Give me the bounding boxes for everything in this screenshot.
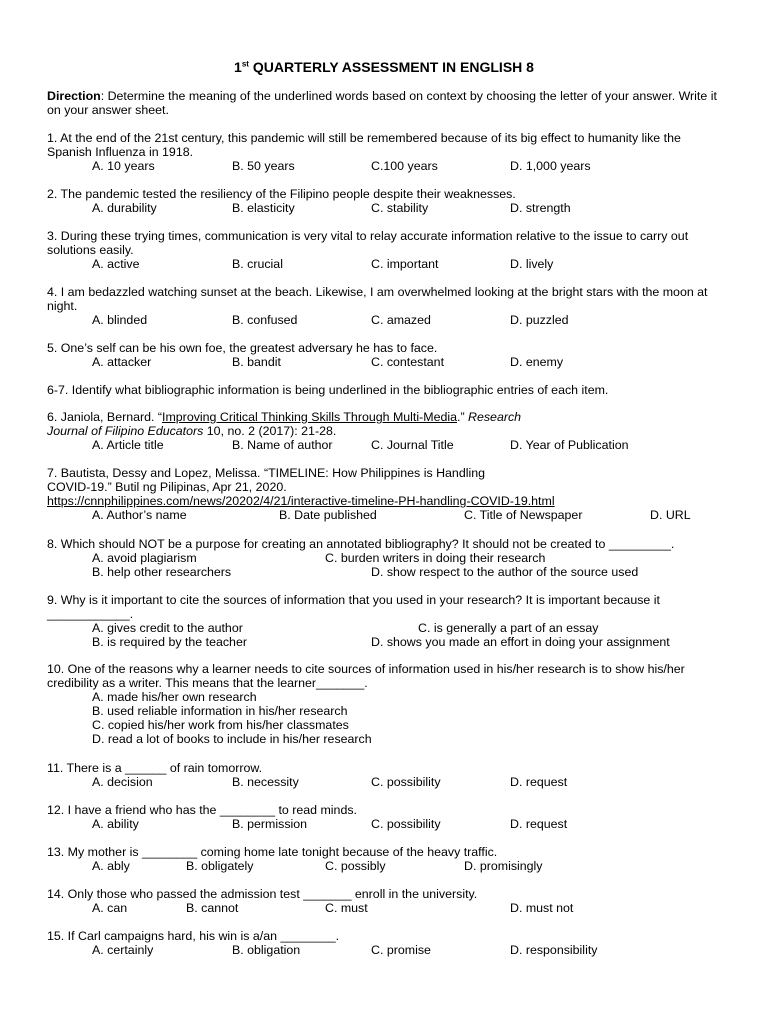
option-b: B. obligation: [232, 943, 301, 957]
option-d: D. puzzled: [510, 313, 569, 327]
option-a: A. made his/her own research: [92, 690, 257, 704]
options-row: [47, 201, 727, 215]
citation-punct: .”: [457, 410, 469, 424]
option-b: B. Date published: [279, 508, 377, 522]
question-8: [47, 537, 727, 579]
option-a: A. Article title: [92, 438, 164, 452]
citation-author: 6. Janiola, Bernard. “: [47, 410, 163, 424]
title-superscript: st: [241, 59, 249, 69]
option-a: A. can: [92, 901, 128, 915]
option-a: A. attacker: [92, 355, 152, 369]
option-c: C. burden writers in doing their research: [325, 551, 546, 565]
question-stem: 8. Which should NOT be a purpose for creating an annotated bibliography? It should not be created to _________.: [47, 537, 675, 551]
option-d: D. request: [510, 775, 568, 789]
options-row: [47, 635, 727, 649]
option-a: A. certainly: [92, 943, 154, 957]
question-1: [47, 131, 727, 173]
question-12: [47, 803, 727, 831]
question-9: [47, 593, 727, 649]
option-a: A. decision: [92, 775, 153, 789]
option-b: B. necessity: [232, 775, 299, 789]
question-stem: 9. Why is it important to cite the sources of information that you used in your research? It is important because it ____________.: [47, 593, 660, 621]
question-15: [47, 929, 727, 957]
question-stem: 4. I am bedazzled watching sunset at the beach. Likewise, I am overwhelmed looking at the bright stars with the moon at night.: [47, 285, 708, 313]
question-stem: 14. Only those who passed the admission test _______ enroll in the university.: [47, 887, 478, 901]
journal-name-part2: Journal of Filipino Educators: [47, 424, 204, 438]
question-10: [47, 662, 727, 746]
options-row: [47, 438, 727, 452]
option-a: A. ability: [92, 817, 139, 831]
option-c: C. Journal Title: [371, 438, 454, 452]
option-c: C. important: [371, 257, 439, 271]
options-row: [47, 775, 727, 789]
question-stem: 3. During these trying times, communication is very vital to relay accurate information relative to the issue to carry out solutions easily.: [47, 229, 689, 257]
question-stem: 1. At the end of the 21st century, this pandemic will still be remembered because of its big effect to humanity like the Spanish Influenza in 1918.: [47, 131, 681, 159]
citation-tail: 10, no. 2 (2017): 21-28.: [203, 424, 337, 438]
question-6: [47, 410, 727, 452]
options-row: [47, 565, 727, 579]
question-11: [47, 761, 727, 789]
option-b: B. Name of author: [232, 438, 333, 452]
option-a: A. 10 years: [92, 159, 155, 173]
direction-label: Direction: [47, 89, 101, 103]
question-stem: 10. One of the reasons why a learner needs to cite sources of information used in his/her research is to show his/her credibility as a writer. This means that the learner_______.: [47, 662, 685, 690]
option-d: D. must not: [510, 901, 574, 915]
title-text: QUARTERLY ASSESSMENT IN ENGLISH 8: [248, 59, 534, 75]
options-row: [47, 508, 727, 522]
option-d: D. promisingly: [464, 859, 543, 873]
direction: [47, 89, 727, 117]
direction-text: : Determine the meaning of the underlined words based on context by choosing the letter of your answer. Write it on your answer sheet.: [47, 89, 717, 117]
option-d: D. show respect to the author of the source used: [371, 565, 639, 579]
citation-url: https://cnnphilippines.com/news/20202/4/21/interactive-timeline-PH-handling-COVID-19.html: [47, 494, 555, 508]
option-a: A. avoid plagiarism: [92, 551, 197, 565]
question-stem: 13. My mother is ________ coming home late tonight because of the heavy traffic.: [47, 845, 498, 859]
option-b: B. crucial: [232, 257, 283, 271]
options-row: [47, 159, 727, 173]
option-a: A. gives credit to the author: [92, 621, 243, 635]
option-c: C. stability: [371, 201, 429, 215]
question-3: [47, 229, 727, 271]
option-c: C. possibly: [325, 859, 386, 873]
journal-name-part1: Research: [468, 410, 522, 424]
instruction-6-7: 6-7. Identify what bibliographic information is being underlined in the bibliographic entries of each item.: [47, 383, 609, 397]
question-2: [47, 187, 727, 215]
page-title: [0, 60, 768, 74]
title-number: 1: [234, 59, 242, 75]
option-c: C. amazed: [371, 313, 431, 327]
option-c: C. Title of Newspaper: [464, 508, 583, 522]
option-d: D. request: [510, 817, 568, 831]
options-row: [47, 859, 727, 873]
option-a: A. durability: [92, 201, 157, 215]
question-stem: 2. The pandemic tested the resiliency of the Filipino people despite their weaknesses.: [47, 187, 516, 201]
option-a: A. Author’s name: [92, 508, 187, 522]
option-c: C. must: [325, 901, 368, 915]
option-b: B. is required by the teacher: [92, 635, 247, 649]
question-stem: 5. One’s self can be his own foe, the greatest adversary he has to face.: [47, 341, 438, 355]
option-d: D. enemy: [510, 355, 564, 369]
option-b: B. help other researchers: [92, 565, 232, 579]
option-c: C. copied his/her work from his/her classmates: [92, 718, 349, 732]
option-b: B. cannot: [186, 901, 239, 915]
option-c: C. promise: [371, 943, 431, 957]
option-a: A. active: [92, 257, 140, 271]
option-d: D. URL: [650, 508, 691, 522]
options-row: [47, 313, 727, 327]
option-b: B. bandit: [232, 355, 281, 369]
question-7: [47, 466, 727, 522]
option-c: C.100 years: [371, 159, 438, 173]
option-d: D. Year of Publication: [510, 438, 629, 452]
option-b: B. permission: [232, 817, 308, 831]
option-b: B. confused: [232, 313, 298, 327]
options-row: [47, 355, 727, 369]
citation-line-1: 7. Bautista, Dessy and Lopez, Melissa. “TIMELINE: How Philippines is Handling: [47, 466, 485, 480]
question-stem: 12. I have a friend who has the ________ to read minds.: [47, 803, 357, 817]
option-b: B. used reliable information in his/her research: [92, 704, 348, 718]
option-c: C. possibility: [371, 817, 441, 831]
question-stem: 15. If Carl campaigns hard, his win is a/an ________.: [47, 929, 340, 943]
option-c: C. possibility: [371, 775, 441, 789]
options-row: [47, 901, 727, 915]
options-row: [47, 817, 727, 831]
question-5: [47, 341, 727, 369]
underlined-title: Improving Critical Thinking Skills Through Multi-Media: [162, 410, 457, 424]
question-13: [47, 845, 727, 873]
option-c: C. contestant: [371, 355, 445, 369]
options-row: [47, 257, 727, 271]
option-a: A. ably: [92, 859, 130, 873]
option-b: B. obligately: [186, 859, 254, 873]
question-4: [47, 285, 727, 327]
option-d: D. 1,000 years: [510, 159, 591, 173]
option-d: D. lively: [510, 257, 554, 271]
option-d: D. strength: [510, 201, 571, 215]
question-stem: 11. There is a ______ of rain tomorrow.: [47, 761, 263, 775]
options-row: [47, 551, 727, 565]
option-d: D. responsibility: [510, 943, 598, 957]
option-d: D. shows you made an effort in doing your assignment: [371, 635, 670, 649]
question-stem: [47, 410, 727, 438]
option-b: B. 50 years: [232, 159, 295, 173]
option-b: B. elasticity: [232, 201, 295, 215]
option-c: C. is generally a part of an essay: [418, 621, 599, 635]
options-row: [47, 621, 727, 635]
question-14: [47, 887, 727, 915]
citation-line-2: COVID-19.” Butil ng Pilipinas, Apr 21, 2020.: [47, 480, 287, 494]
options-row: [47, 943, 727, 957]
option-a: A. blinded: [92, 313, 148, 327]
option-d: D. read a lot of books to include in his/her research: [92, 732, 372, 746]
